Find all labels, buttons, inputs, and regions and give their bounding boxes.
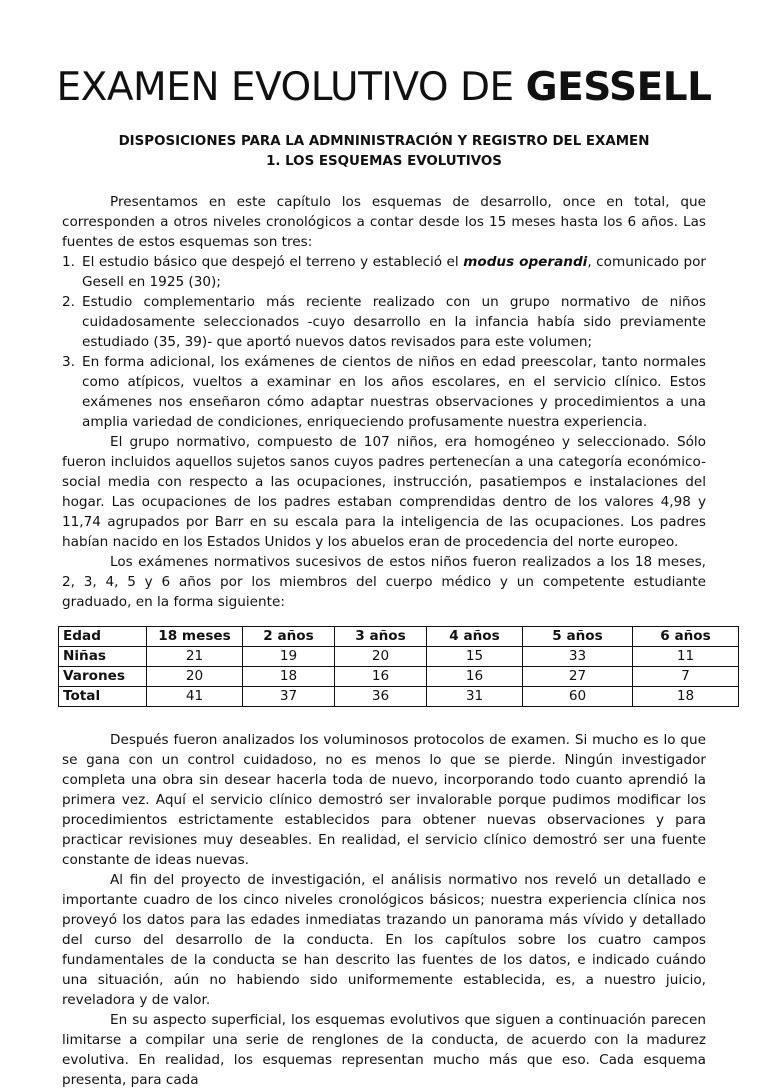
paragraph-despues: Después fueron analizados los voluminosos protocolos de examen. Si mucho es lo que se gana con un control cuidadoso, no es menos lo que se pierde. Ningún investigador completa una obra sin desear hacerla toda de nuevo, incorporando todo cuanto aprendió la primera vez. Aquí el servicio clínico demostró ser invalorable porque pudimos modificar los procedimientos estrictamente establecidos para obtener nuevas observaciones y para practicar revisiones muy deseables. En realidad, el servicio clínico demostró ser una fuente constante de ideas nuevas. <box>62 732 706 868</box>
table-cell: 20 <box>147 667 243 687</box>
data-table-container <box>58 626 739 707</box>
table-cell: 20 <box>335 647 427 667</box>
list-emphasis: modus operandi <box>463 254 588 270</box>
table-cell: 21 <box>147 647 243 667</box>
table-cell: 15 <box>427 647 523 667</box>
table-cell: 18 <box>633 687 739 707</box>
list-text: En forma adicional, los exámenes de cientos de niños en edad preescolar, tanto normales como atípicos, vueltos a examinar en los años escolares, en el servicio clínico. Estos exámenes nos enseñaron cómo adaptar nuestras observaciones y procedimientos a una amplia variedad de condiciones, enriqueciendo profusamente nuestra experiencia. <box>82 354 706 430</box>
table-cell: 31 <box>427 687 523 707</box>
paragraph-intro: Presentamos en este capítulo los esquemas de desarrollo, once en total, que corresponden a otros niveles cronológicos a contar desde los 15 meses hasta los 6 años. Las fuentes de estos esquemas son tres: <box>62 194 706 250</box>
paragraph-grupo: El grupo normativo, compuesto de 107 niños, era homogéneo y seleccionado. Sólo fueron incluidos aquellos sujetos sanos cuyos padres pertenecían a una categoría económico-social media con respecto a las ocupaciones, instrucción, pasatiempos e instalaciones del hogar. Las ocupaciones de los padres estaban comprendidas dentro de los valores 4,98 y 11,74 agrupados por Barr en su escala para la inteligencia de las ocupaciones. Los padres habían nacido en los Estados Unidos y los abuelos eran de procedencia del norte europeo. <box>62 434 706 550</box>
table-header-cell: 6 años <box>633 627 739 647</box>
list-item <box>62 352 706 432</box>
paragraph-examenes: Los exámenes normativos sucesivos de estos niños fueron realizados a los 18 meses, 2, 3, 4, 5 y 6 años por los miembros del cuerpo médico y un competente estudiante graduado, en la forma siguiente: <box>62 554 706 610</box>
sources-list <box>62 252 706 432</box>
table-row-label: Varones <box>59 667 147 687</box>
table-row <box>59 687 739 707</box>
list-item <box>62 252 706 292</box>
section-heading <box>0 132 768 172</box>
list-number: 1. <box>62 254 75 270</box>
table-cell: 11 <box>633 647 739 667</box>
paragraph-fin: Al fin del proyecto de investigación, el análisis normativo nos reveló un detallado e importante cuadro de los cinco niveles cronológicos básicos; nuestra experiencia clínica nos proveyó los datos para las edades inmediatas trazando un panorama más vívido y detallado del curso del desarrollo de la conducta. En los capítulos sobre los cuatro campos fundamentales de la conducta se han descrito las fuentes de los datos, e indicado cuándo una situación, aún no habiendo sido uniformemente establecida, es, a nuestro juicio, reveladora y de valor. <box>62 872 706 1008</box>
section-heading-line1: DISPOSICIONES PARA LA ADMNINISTRACIÓN Y REGISTRO DEL EXAMEN <box>118 134 650 149</box>
table-cell: 27 <box>523 667 633 687</box>
table-cell: 41 <box>147 687 243 707</box>
paragraph-aspecto: En su aspecto superficial, los esquemas evolutivos que siguen a continuación parecen limitarse a compilar una serie de renglones de la conducta, de acuerdo con la madurez evolutiva. En realidad, los esquemas representan mucho más que eso. Cada esquema presenta, para cada <box>62 1012 706 1088</box>
table-header-cell: 2 años <box>243 627 335 647</box>
section-heading-line2: 1. LOS ESQUEMAS EVOLUTIVOS <box>266 154 502 169</box>
table-cell: 16 <box>335 667 427 687</box>
title-name: GESSELL <box>525 65 712 110</box>
table-header-cell: 3 años <box>335 627 427 647</box>
table-cell: 16 <box>427 667 523 687</box>
table-row <box>59 667 739 687</box>
table-header-cell: 5 años <box>523 627 633 647</box>
table-header-cell: Edad <box>59 627 147 647</box>
table-cell: 36 <box>335 687 427 707</box>
list-number: 2. <box>62 294 75 310</box>
table-cell: 18 <box>243 667 335 687</box>
table-row-label: Niñas <box>59 647 147 667</box>
list-text: El estudio básico que despejó el terreno y estableció el <box>82 254 464 270</box>
title-text: EXAMEN EVOLUTIVO DE <box>56 65 526 110</box>
table-cell: 37 <box>243 687 335 707</box>
list-item <box>62 292 706 352</box>
document-title <box>0 64 768 112</box>
table-cell: 7 <box>633 667 739 687</box>
table-header-cell: 4 años <box>427 627 523 647</box>
table-header-cell: 18 meses <box>147 627 243 647</box>
list-text: Estudio complementario más reciente realizado con un grupo normativo de niños cuidadosamente seleccionados -cuyo desarrollo en la infancia había sido previamente estudiado (35, 39)- que aportó nuevos datos revisados para este volumen; <box>82 294 706 350</box>
body-text-lower <box>62 730 706 1090</box>
table-header-row <box>59 627 739 647</box>
table-cell: 33 <box>523 647 633 667</box>
body-text-upper <box>62 192 706 612</box>
table-cell: 60 <box>523 687 633 707</box>
table-row-label: Total <box>59 687 147 707</box>
list-text-end: , comunicado por Gesell en 1925 (30); <box>82 254 706 290</box>
data-table <box>58 626 739 707</box>
list-number: 3. <box>62 354 75 370</box>
table-row <box>59 647 739 667</box>
table-cell: 19 <box>243 647 335 667</box>
